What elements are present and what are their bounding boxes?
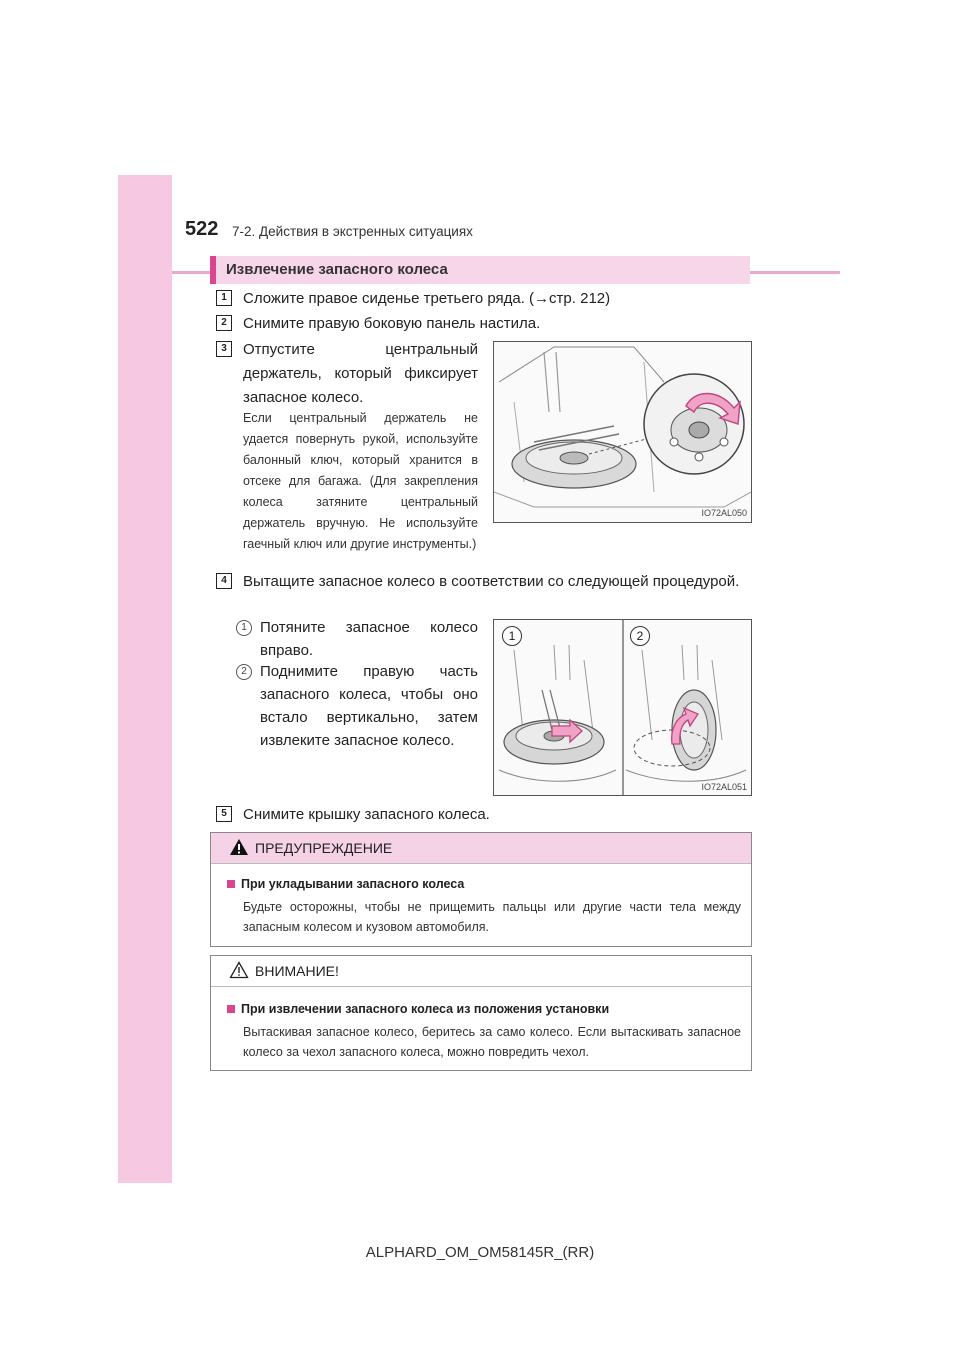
warning-label: ПРЕДУПРЕЖДЕНИЕ [255, 840, 393, 856]
figure-label-1: 1 [502, 626, 522, 646]
step-text: Отпустите центральный держатель, который фиксирует запасное колесо. [243, 341, 478, 406]
notice-text: Вытаскивая запасное колесо, беритесь за само колесо. Если вытаскивать запасное колесо за чехол запасного колеса, можно повредить чехол. [243, 1025, 741, 1059]
caution-triangle-icon [229, 961, 249, 979]
push-arrow-icon [550, 718, 584, 744]
figure-label-2: 2 [630, 626, 650, 646]
substep-number: 1 [236, 620, 252, 636]
warning-box [210, 832, 752, 947]
step-text: Снимите правую боковую панель настила. [243, 315, 541, 332]
page-number: 522 [185, 218, 219, 240]
figure-code: IO72AL050 [701, 508, 747, 518]
lift-arrow-icon [666, 704, 700, 748]
bullet-square-icon [227, 1005, 235, 1013]
section-title: Извлечение запасного колеса [226, 261, 448, 278]
running-head: 7-2. Действия в экстренных ситуациях [232, 224, 473, 239]
notice-box-header [211, 956, 751, 987]
side-tab-strip [118, 175, 172, 1183]
step-text: Снимите крышку запасного колеса. [243, 806, 490, 823]
step-number: 1 [216, 290, 232, 306]
section-header-bar [210, 256, 216, 284]
substep-text: Поднимите правую часть запасного колеса, чтобы оно встало вертикально, затем извлеките запасное колесо. [260, 663, 478, 749]
warning-box-header [211, 833, 751, 864]
step-number: 5 [216, 806, 232, 822]
figure-code: IO72AL051 [701, 782, 747, 792]
step-text: Вытащите запасное колесо в соответствии со следующей процедурой. [243, 573, 740, 590]
warning-triangle-icon [229, 838, 249, 856]
bullet-square-icon [227, 880, 235, 888]
figure-center-holder [493, 341, 752, 523]
step-text: Сложите правое сиденье третьего ряда. (→стр. 212) [243, 290, 611, 307]
notice-subtitle-text: При извлечении запасного колеса из положения установки [241, 1002, 610, 1016]
warning-subtitle-text: При укладывании запасного колеса [241, 877, 465, 891]
notice-subtitle [227, 1002, 609, 1016]
step-number: 2 [216, 315, 232, 331]
substep-number: 2 [236, 664, 252, 680]
document-footer: ALPHARD_OM_OM58145R_(RR) [365, 1244, 595, 1261]
step-number: 4 [216, 573, 232, 589]
figure-illustration [494, 620, 751, 795]
figure-pull-out [493, 619, 752, 796]
substep-text: Потяните запасное колесо вправо. [260, 619, 478, 659]
rotate-arrow-icon [680, 384, 744, 434]
step-number: 3 [216, 341, 232, 357]
notice-label: ВНИМАНИЕ! [255, 963, 339, 979]
notice-box [210, 955, 752, 1071]
section-header [210, 256, 750, 284]
warning-subtitle [227, 877, 464, 891]
warning-text: Будьте осторожны, чтобы не прищемить пальцы или другие части тела между запасным колесом и кузовом автомобиля. [243, 900, 741, 934]
step-note: Если центральный держатель не удается повернуть рукой, используйте балонный ключ, который хранится в отсеке для багажа. (Для закрепления колеса затяните центральный держатель вручную. Не используйте гаечный ключ или другие инструменты.) [243, 411, 478, 551]
